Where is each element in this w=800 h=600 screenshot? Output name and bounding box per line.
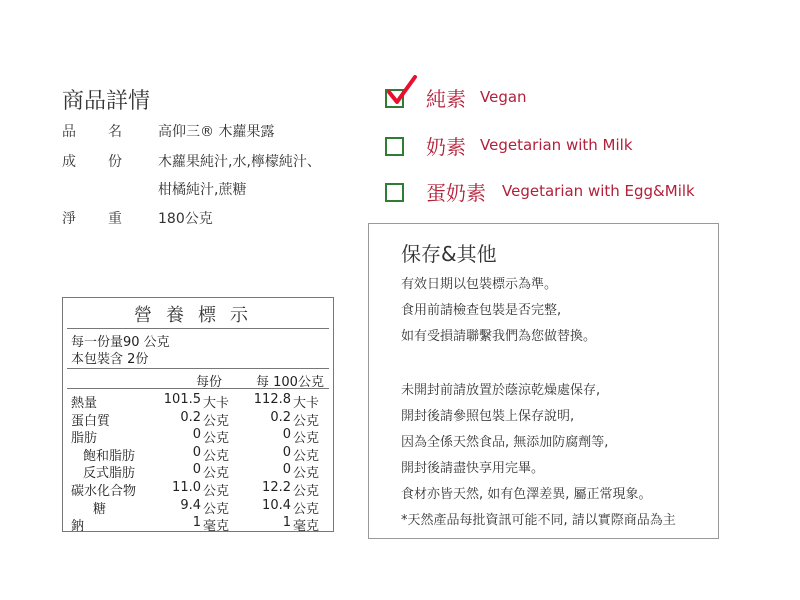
serving-size: 每一份量90 公克 xyxy=(71,335,170,350)
per-serving-unit: 公克 xyxy=(203,448,230,464)
per-100g-unit: 公克 xyxy=(293,448,320,464)
per-serving-unit: 大卡 xyxy=(203,396,230,411)
per-serving-value: 101.5 xyxy=(163,392,201,407)
per-serving-value: 0 xyxy=(192,444,201,460)
storage-line: 食用前請檢查包裝是否完整, xyxy=(401,303,562,318)
per-serving-value: 9.4 xyxy=(180,497,201,513)
checkbox-icon[interactable] xyxy=(385,183,404,202)
per-100g-unit: 大卡 xyxy=(293,396,320,411)
per-100g-value: 0.2 xyxy=(270,409,291,425)
nutrient-name: 熱量 xyxy=(71,396,98,411)
per-serving-value: 0.2 xyxy=(180,409,201,425)
per-serving-unit: 毫克 xyxy=(203,519,230,535)
per-100g-unit: 毫克 xyxy=(293,519,320,535)
per-serving-unit: 公克 xyxy=(203,466,230,482)
per-100g-value: 0 xyxy=(282,462,291,478)
nutrition-row xyxy=(63,445,333,463)
nutrient-name: 鈉 xyxy=(71,519,85,535)
per-100g-value: 0 xyxy=(282,444,291,460)
per-100g-unit: 公克 xyxy=(293,501,320,517)
per-serving-unit: 公克 xyxy=(203,501,230,517)
nutrition-row xyxy=(63,410,333,428)
storage-line: 食材亦皆天然, 如有色澤差異, 屬正常現象。 xyxy=(401,487,652,502)
checkmark-icon xyxy=(386,75,418,107)
per-serving-unit: 公克 xyxy=(203,484,230,499)
ingredients-value: 木蘿果純汁,水,檸檬純汁、 xyxy=(158,154,321,170)
net-weight-label: 淨 重 xyxy=(62,211,122,227)
nutrition-row xyxy=(63,515,333,533)
per-serving-value: 11.0 xyxy=(172,480,201,495)
per-serving-value: 0 xyxy=(192,427,201,443)
per-serving-unit: 公克 xyxy=(203,431,230,447)
storage-info-box xyxy=(368,223,719,539)
storage-line: 未開封前請放置於蔭涼乾燥處保存, xyxy=(401,383,601,398)
nutrition-row xyxy=(63,392,333,410)
servings-per-pack: 本包裝含 2份 xyxy=(71,352,149,367)
per-serving-value: 1 xyxy=(192,515,201,531)
per-100g-value: 0 xyxy=(282,427,291,443)
storage-title: 保存&其他 xyxy=(401,242,497,266)
per-100g-value: 112.8 xyxy=(253,392,291,407)
storage-line: 開封後請參照包裝上保存說明, xyxy=(401,409,575,424)
nutrition-row xyxy=(63,427,333,445)
per-100g-value: 10.4 xyxy=(262,497,291,513)
diet-option-zh: 奶素 xyxy=(426,135,466,159)
column-header-per-serving: 每份 xyxy=(196,375,223,390)
divider xyxy=(67,328,329,329)
per-serving-unit: 公克 xyxy=(203,413,230,429)
diet-option-en: Vegan xyxy=(480,88,527,106)
storage-line: 如有受損請聯繫我們為您做替換。 xyxy=(401,329,597,344)
diet-option-zh: 純素 xyxy=(426,87,466,111)
diet-option-zh: 蛋奶素 xyxy=(426,181,486,205)
per-100g-value: 1 xyxy=(282,515,291,531)
storage-line: 有效日期以包裝標示為準。 xyxy=(401,277,558,292)
nutrient-name: 蛋白質 xyxy=(71,413,111,429)
divider xyxy=(67,368,329,369)
per-100g-unit: 公克 xyxy=(293,413,320,429)
storage-line: 開封後請盡快享用完畢。 xyxy=(401,461,545,476)
per-100g-unit: 公克 xyxy=(293,466,320,482)
product-details-title: 商品詳情 xyxy=(62,89,151,114)
diet-option-en: Vegetarian with Egg&Milk xyxy=(502,182,695,200)
column-header-per-100g: 每 100公克 xyxy=(256,375,324,390)
nutrient-name: 碳水化合物 xyxy=(71,484,137,499)
ingredients-value-line2: 柑橘純汁,蔗糖 xyxy=(158,182,247,198)
per-100g-unit: 公克 xyxy=(293,484,320,499)
checkbox-icon[interactable] xyxy=(385,137,404,156)
nutrient-name: 飽和脂肪 xyxy=(83,448,136,464)
nutrition-facts-panel xyxy=(62,297,334,535)
nutrition-row xyxy=(63,462,333,480)
storage-line: *天然產品每批資訊可能不同, 請以實際商品為主 xyxy=(401,513,676,528)
nutrition-row xyxy=(63,498,333,516)
diet-option-en: Vegetarian with Milk xyxy=(480,136,633,154)
product-name-value: 高仰三® 木蘿果露 xyxy=(158,124,275,140)
per-100g-unit: 公克 xyxy=(293,431,320,447)
divider xyxy=(67,388,329,389)
nutrition-title: 營養標示 xyxy=(134,305,262,326)
ingredients-label: 成 份 xyxy=(62,154,122,170)
per-100g-value: 12.2 xyxy=(262,480,291,495)
nutrient-name: 反式脂肪 xyxy=(83,466,136,482)
product-name-label: 品 名 xyxy=(62,124,122,140)
per-serving-value: 0 xyxy=(192,462,201,478)
nutrient-name: 糖 xyxy=(93,501,107,517)
nutrition-row xyxy=(63,480,333,498)
net-weight-value: 180公克 xyxy=(158,211,213,227)
nutrient-name: 脂肪 xyxy=(71,431,98,447)
storage-line: 因為全係天然食品, 無添加防腐劑等, xyxy=(401,435,609,450)
